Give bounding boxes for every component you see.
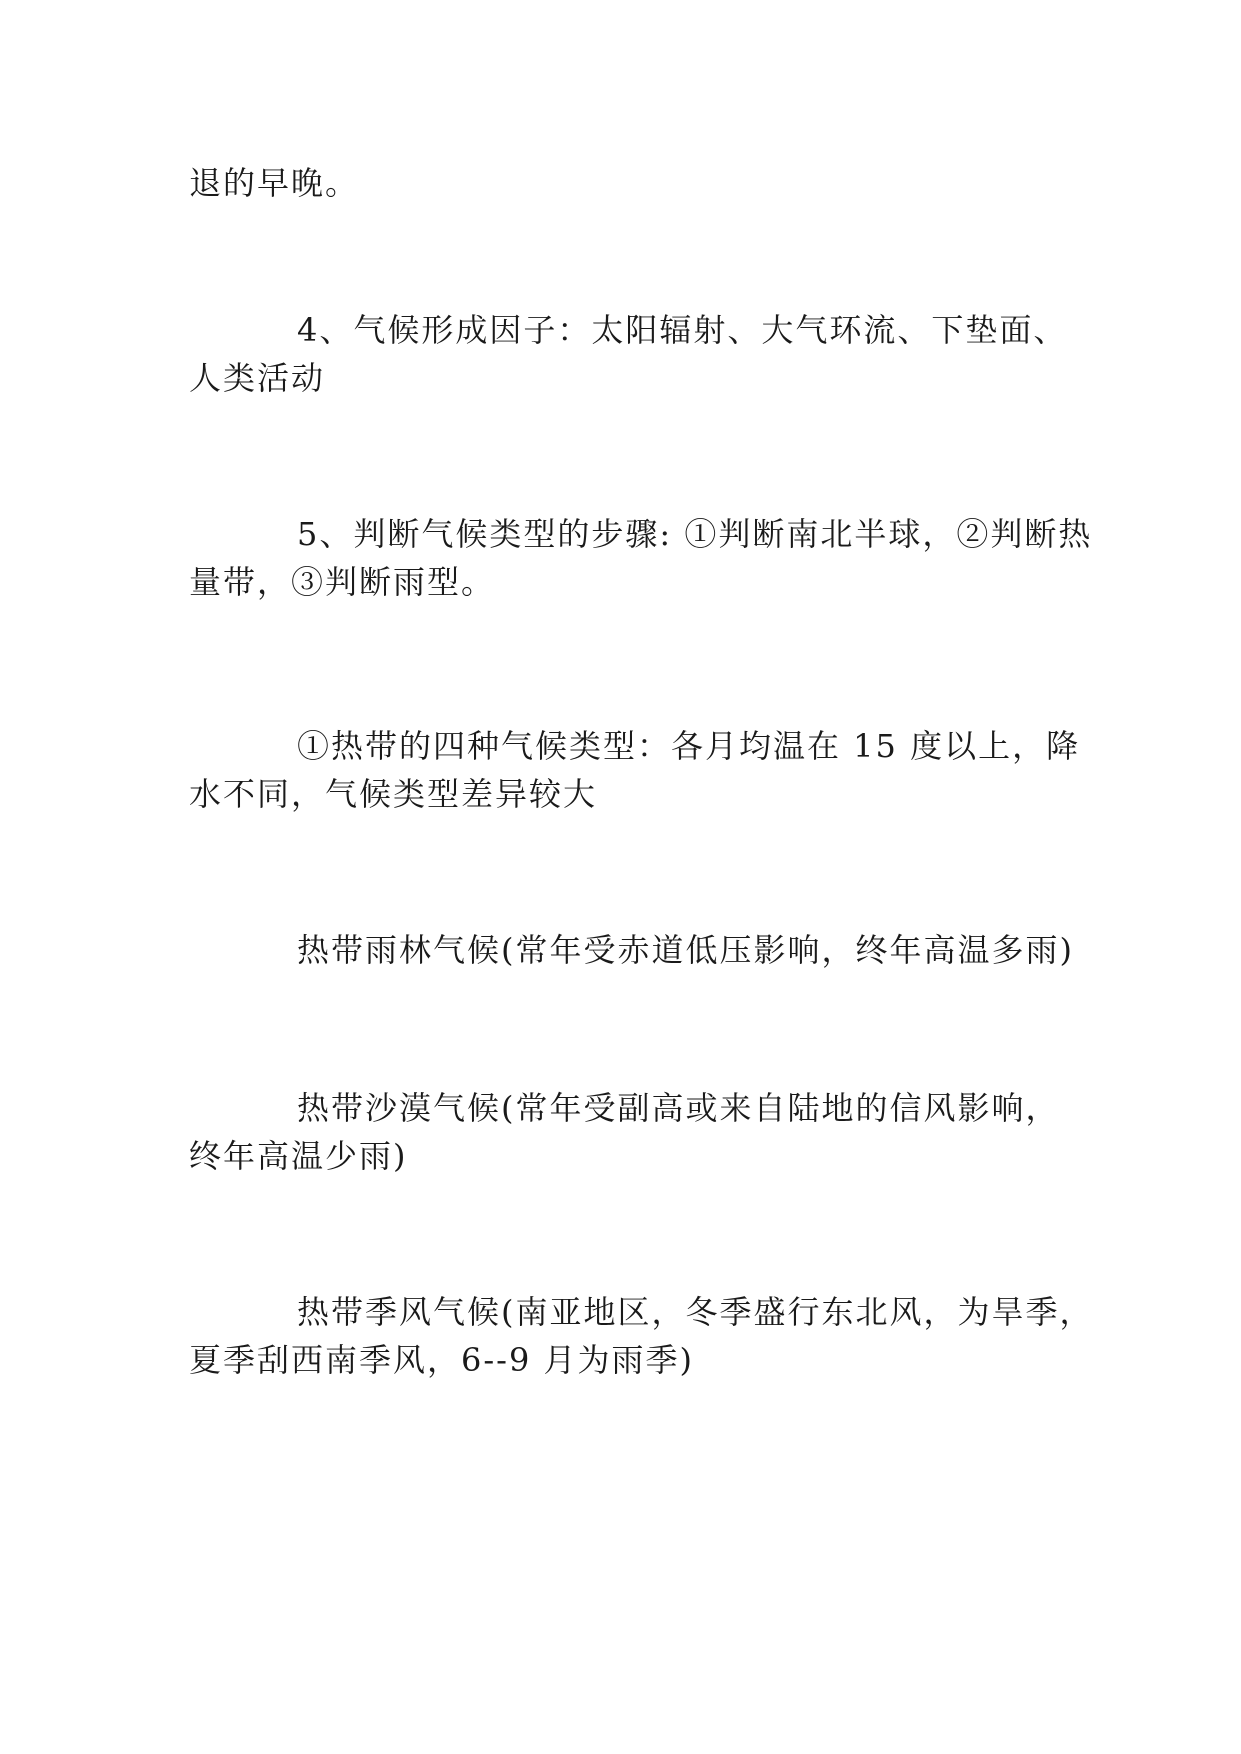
text-line-tropical-types: ①热带的四种气候类型：各月均温在 15 度以上，降 — [297, 727, 1081, 765]
text-line-monsoon-cont: 夏季刮西南季风，6--9 月为雨季) — [189, 1341, 695, 1379]
text-line-item-4: 4、气候形成因子：太阳辐射、大气环流、下垫面、 — [297, 311, 1068, 349]
text-line-monsoon: 热带季风气候(南亚地区，冬季盛行东北风，为旱季， — [297, 1293, 1094, 1331]
text-line-continuation: 退的早晚。 — [189, 164, 360, 202]
text-line-item-5: 5、判断气候类型的步骤: ①判断南北半球，②判断热 — [297, 515, 1093, 553]
text-line-desert-cont: 终年高温少雨) — [189, 1137, 408, 1175]
text-line-rainforest: 热带雨林气候(常年受赤道低压影响，终年高温多雨) — [297, 931, 1074, 969]
text-line-item-4-cont: 人类活动 — [189, 359, 326, 397]
text-line-desert: 热带沙漠气候(常年受副高或来自陆地的信风影响， — [297, 1089, 1060, 1127]
text-line-item-5-cont: 量带，③判断雨型。 — [189, 563, 496, 601]
text-line-tropical-types-cont: 水不同，气候类型差异较大 — [189, 775, 598, 813]
